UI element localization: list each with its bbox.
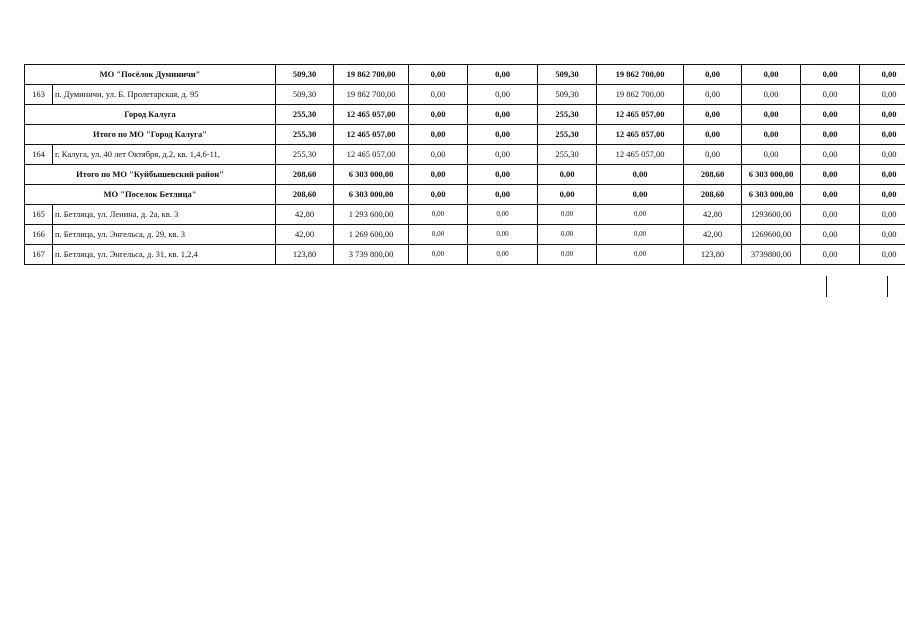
value-cell: 0,00 (860, 65, 905, 85)
value-cell: 1269600,00 (742, 225, 801, 245)
value-cell: 123,80 (276, 245, 334, 265)
value-cell: 0,00 (597, 225, 684, 245)
value-cell: 509,30 (276, 65, 334, 85)
value-cell: 208,60 (684, 185, 742, 205)
row-number: 167 (25, 245, 53, 265)
value-cell: 0,00 (409, 205, 468, 225)
value-cell: 0,00 (409, 145, 468, 165)
address-cell: п. Бетлица, ул. Энгельса, д. 29, кв. 3 (53, 225, 276, 245)
value-cell: 0,00 (409, 185, 468, 205)
value-cell: 0,00 (597, 185, 684, 205)
value-cell: 19 862 700,00 (334, 85, 409, 105)
value-cell: 19 862 700,00 (334, 65, 409, 85)
value-cell: 0,00 (468, 185, 538, 205)
value-cell: 0,00 (801, 225, 860, 245)
value-cell: 12 465 057,00 (597, 125, 684, 145)
value-cell: 0,00 (801, 185, 860, 205)
subtotal-row (25, 165, 905, 185)
value-cell: 42,80 (276, 205, 334, 225)
value-cell: 42,00 (276, 225, 334, 245)
table-row (25, 85, 905, 105)
group-name: Город Калуга (25, 105, 276, 125)
value-cell: 0,00 (468, 105, 538, 125)
value-cell: 6 303 000,00 (334, 165, 409, 185)
value-cell: 0,00 (538, 245, 597, 265)
value-cell: 0,00 (742, 125, 801, 145)
value-cell: 19 862 700,00 (597, 85, 684, 105)
row-number: 163 (25, 85, 53, 105)
value-cell: 255,30 (538, 145, 597, 165)
value-cell: 0,00 (742, 145, 801, 165)
value-cell: 0,00 (409, 65, 468, 85)
table-row (25, 225, 905, 245)
value-cell: 0,00 (468, 85, 538, 105)
value-cell: 255,30 (276, 145, 334, 165)
value-cell: 255,30 (276, 105, 334, 125)
value-cell: 12 465 057,00 (334, 145, 409, 165)
value-cell: 0,00 (860, 145, 905, 165)
table-body (25, 65, 905, 265)
value-cell: 0,00 (409, 105, 468, 125)
value-cell: 208,60 (276, 185, 334, 205)
address-cell: г. Калуга, ул. 40 лет Октября, д.2, кв. 1,4,6-11, (53, 145, 276, 165)
value-cell: 12 465 057,00 (597, 145, 684, 165)
value-cell: 3 739 800,00 (334, 245, 409, 265)
value-cell: 0,00 (409, 225, 468, 245)
value-cell: 0,00 (742, 65, 801, 85)
value-cell: 0,00 (468, 245, 538, 265)
value-cell: 0,00 (860, 205, 905, 225)
value-cell: 0,00 (684, 125, 742, 145)
value-cell: 0,00 (801, 65, 860, 85)
value-cell: 0,00 (860, 105, 905, 125)
value-cell: 0,00 (538, 165, 597, 185)
group-name: МО "Посёлок Думиничи" (25, 65, 276, 85)
row-number: 166 (25, 225, 53, 245)
value-cell: 0,00 (468, 225, 538, 245)
value-cell: 6 303 000,00 (742, 185, 801, 205)
value-cell: 255,30 (276, 125, 334, 145)
value-cell: 0,00 (409, 245, 468, 265)
value-cell: 255,30 (538, 105, 597, 125)
value-cell: 0,00 (860, 165, 905, 185)
value-cell: 0,00 (409, 125, 468, 145)
value-cell: 208,60 (684, 165, 742, 185)
value-cell: 0,00 (801, 105, 860, 125)
value-cell: 0,00 (468, 65, 538, 85)
value-cell: 0,00 (860, 185, 905, 205)
value-cell: 0,00 (684, 105, 742, 125)
value-cell: 509,30 (538, 65, 597, 85)
value-cell: 0,00 (801, 145, 860, 165)
value-cell: 0,00 (684, 145, 742, 165)
subtotal-row (25, 185, 905, 205)
value-cell: 0,00 (684, 85, 742, 105)
value-cell: 42,00 (684, 225, 742, 245)
value-cell: 255,30 (538, 125, 597, 145)
table-tail-lines (826, 276, 888, 297)
value-cell: 6 303 000,00 (334, 185, 409, 205)
address-cell: п. Бетлица, ул. Энгельса, д. 31, кв. 1,2,4 (53, 245, 276, 265)
subtotal-row (25, 125, 905, 145)
value-cell: 3739800,00 (742, 245, 801, 265)
value-cell: 0,00 (860, 125, 905, 145)
address-cell: п. Думиничи, ул. Б. Пролетарская, д. 95 (53, 85, 276, 105)
value-cell: 12 465 057,00 (334, 105, 409, 125)
subtotal-row (25, 105, 905, 125)
value-cell: 0,00 (860, 225, 905, 245)
value-cell: 0,00 (801, 85, 860, 105)
value-cell: 0,00 (468, 125, 538, 145)
value-cell: 0,00 (468, 165, 538, 185)
address-cell: п. Бетлица, ул. Ленина, д. 2а, кв. 3 (53, 205, 276, 225)
group-name: МО "Поселок Бетлица" (25, 185, 276, 205)
row-number: 165 (25, 205, 53, 225)
value-cell: 0,00 (801, 245, 860, 265)
value-cell: 1 293 600,00 (334, 205, 409, 225)
value-cell: 0,00 (538, 225, 597, 245)
value-cell: 6 303 000,00 (742, 165, 801, 185)
value-cell: 0,00 (538, 205, 597, 225)
value-cell: 0,00 (860, 85, 905, 105)
value-cell: 0,00 (684, 65, 742, 85)
value-cell: 0,00 (801, 165, 860, 185)
value-cell: 509,30 (538, 85, 597, 105)
value-cell: 0,00 (801, 205, 860, 225)
value-cell: 0,00 (801, 125, 860, 145)
subtotal-row (25, 65, 905, 85)
group-name: Итого по МО "Город Калуга" (25, 125, 276, 145)
value-cell: 123,80 (684, 245, 742, 265)
value-cell: 42,80 (684, 205, 742, 225)
value-cell: 0,00 (409, 165, 468, 185)
value-cell: 0,00 (468, 205, 538, 225)
value-cell: 12 465 057,00 (334, 125, 409, 145)
value-cell: 0,00 (742, 85, 801, 105)
value-cell: 0,00 (597, 165, 684, 185)
table-row (25, 205, 905, 225)
group-name: Итого по МО "Куйбышевский район" (25, 165, 276, 185)
value-cell: 0,00 (538, 185, 597, 205)
value-cell: 1293600,00 (742, 205, 801, 225)
value-cell: 0,00 (597, 205, 684, 225)
value-cell: 19 862 700,00 (597, 65, 684, 85)
value-cell: 208,60 (276, 165, 334, 185)
table-row (25, 145, 905, 165)
value-cell: 0,00 (409, 85, 468, 105)
value-cell: 509,30 (276, 85, 334, 105)
value-cell: 0,00 (742, 105, 801, 125)
value-cell: 0,00 (860, 245, 905, 265)
value-cell: 0,00 (597, 245, 684, 265)
table-row (25, 245, 905, 265)
value-cell: 1 269 600,00 (334, 225, 409, 245)
value-cell: 12 465 057,00 (597, 105, 684, 125)
data-table (24, 64, 905, 265)
value-cell: 0,00 (468, 145, 538, 165)
row-number: 164 (25, 145, 53, 165)
